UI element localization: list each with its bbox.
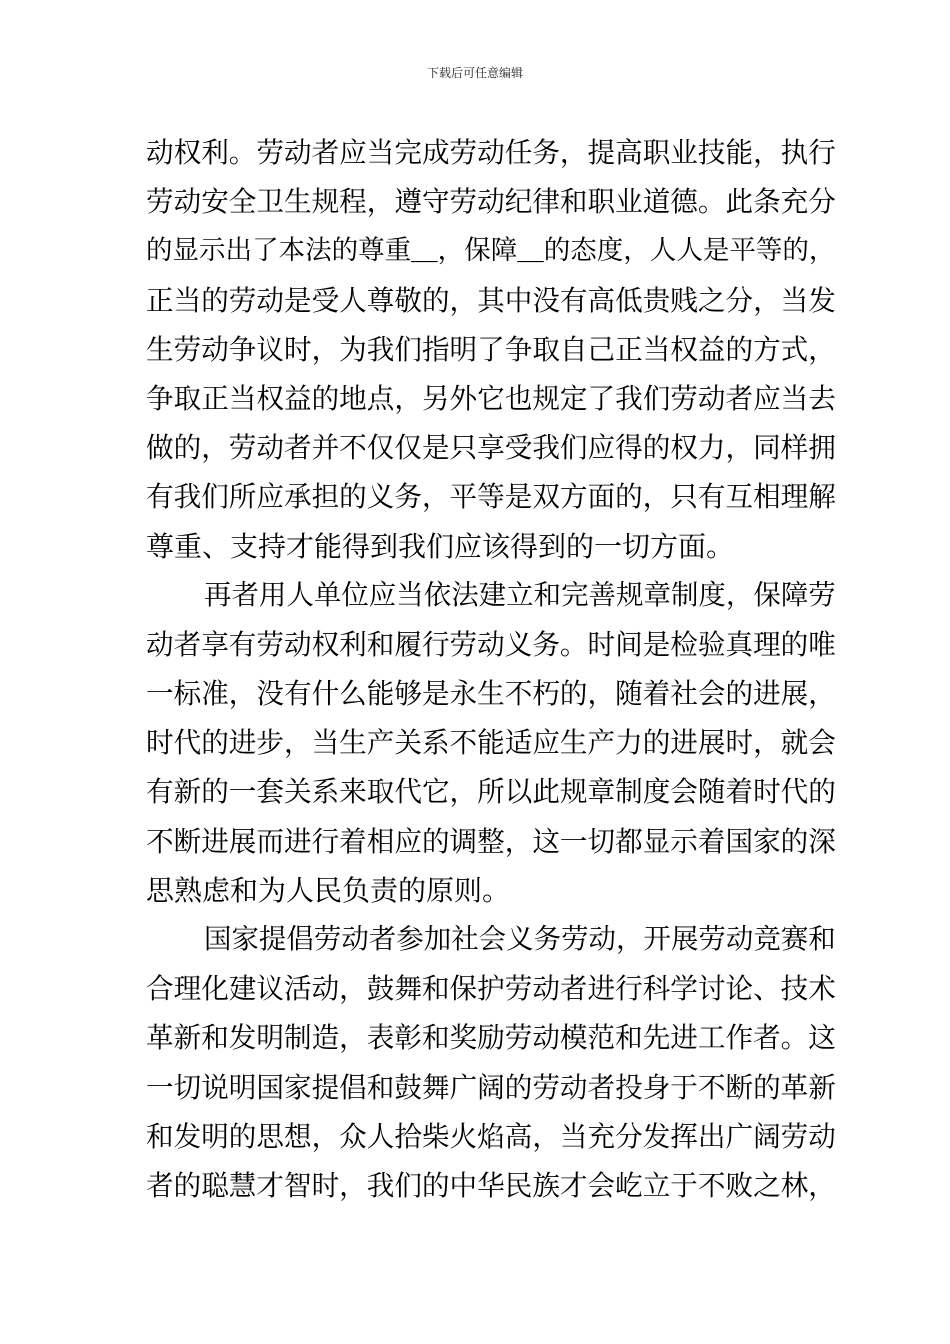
text-line: 一切说明国家提倡和鼓舞广阔的劳动者投身于不断的革新: [146, 1070, 836, 1104]
text-line: 生劳动争议时，为我们指明了争取自己正当权益的方式，: [146, 332, 836, 366]
text-line: 合理化建议活动，鼓舞和保护劳动者进行科学讨论、技术: [146, 972, 836, 1006]
text-line: 有新的一套关系来取代它，所以此规章制度会随着时代的: [146, 775, 836, 809]
page-header: 下载后可任意编辑: [426, 66, 523, 80]
text-line: 时代的进步，当生产关系不能适应生产力的进展时，就会: [146, 726, 836, 760]
text-line: 有我们所应承担的义务，平等是双方面的，只有互相理解: [146, 480, 836, 514]
text-line: 劳动安全卫生规程，遵守劳动纪律和职业道德。此条充分: [146, 185, 836, 219]
text-line: 革新和发明制造，表彰和奖励劳动模范和先进工作者。这: [146, 1021, 836, 1055]
text-line: 思熟虑和为人民负责的原则。: [146, 873, 511, 907]
text-line: 尊重、支持才能得到我们应该得到的一切方面。: [146, 529, 735, 563]
text-line: 不断进展而进行着相应的调整，这一切都显示着国家的深: [146, 824, 836, 858]
text-line: 和发明的思想，众人拾柴火焰高，当充分发挥出广阔劳动: [146, 1119, 836, 1153]
text-line: 正当的劳动是受人尊敬的，其中没有高低贵贱之分，当发: [146, 283, 836, 317]
text-line: 动权利。劳动者应当完成劳动任务，提高职业技能，执行: [146, 136, 836, 169]
paragraph-start-line: 再者用人单位应当依法建立和完善规章制度，保障劳: [204, 579, 836, 611]
text-line: 者的聪慧才智时，我们的中华民族才会屹立于不败之林，: [146, 1168, 836, 1202]
body-text: [146, 128, 836, 1210]
text-line: 动者享有劳动权利和履行劳动义务。时间是检验真理的唯: [146, 627, 836, 661]
text-line: 做的，劳动者并不仅仅是只享受我们应得的权力，同样拥: [146, 431, 836, 465]
paragraph-start-line: 国家提倡劳动者参加社会义务劳动，开展劳动竞赛和: [204, 924, 836, 955]
text-line: 的显示出了本法的尊重＿，保障＿的态度，人人是平等的，: [146, 235, 836, 267]
text-line: 争取正当权益的地点，另外它也规定了我们劳动者应当去: [146, 381, 836, 415]
text-line: 一标准，没有什么能够是永生不朽的，随着社会的进展，: [146, 677, 836, 711]
